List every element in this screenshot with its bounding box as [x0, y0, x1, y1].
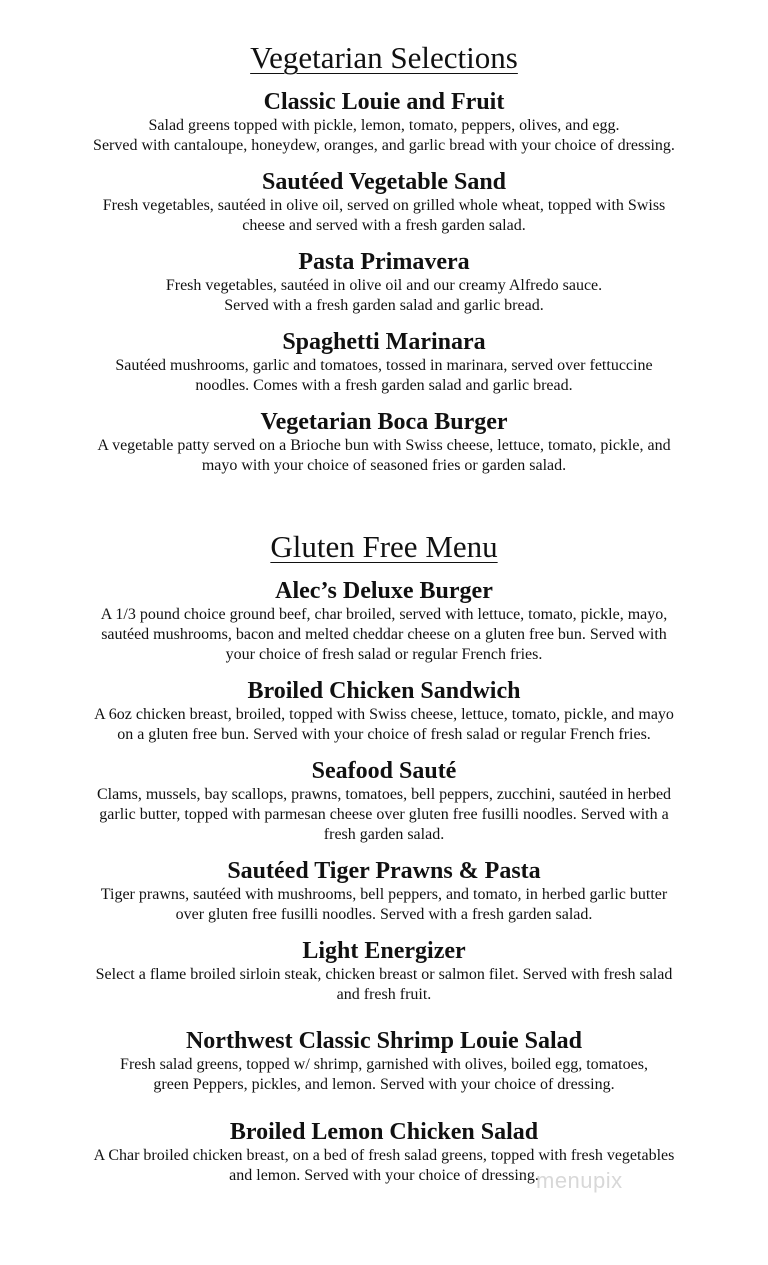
menu-item-name: Spaghetti Marinara — [282, 329, 486, 355]
menu-item-description — [40, 605, 728, 665]
description-line: over gluten free fusilli noodles. Served with a fresh garden salad. — [175, 906, 593, 923]
menu-item-broiled-lemon-chicken-salad — [40, 1118, 728, 1186]
menu-item-name: Sautéed Tiger Prawns & Pasta — [227, 858, 541, 884]
description-line: Tiger prawns, sautéed with mushrooms, bell peppers, and tomato, in herbed garlic butter — [100, 886, 668, 903]
description-line: garlic butter, topped with parmesan cheese over gluten free fusilli noodles. Served with a — [99, 806, 669, 823]
description-line: A Char broiled chicken breast, on a bed of fresh salad greens, topped with fresh vegetables — [93, 1147, 675, 1164]
description-line: noodles. Comes with a fresh garden salad and garlic bread. — [195, 377, 573, 394]
description-line: green Peppers, pickles, and lemon. Served with your choice of dressing. — [153, 1076, 615, 1093]
menu-item-description — [40, 785, 728, 845]
description-line: on a gluten free bun. Served with your choice of fresh salad or regular French fries. — [117, 726, 651, 743]
menu-item-description — [40, 705, 728, 745]
menu-item-description — [40, 885, 728, 925]
menu-item-sauteed-tiger-prawns — [40, 857, 728, 925]
menu-item-name: Light Energizer — [302, 938, 466, 964]
menu-item-name: Broiled Chicken Sandwich — [247, 678, 521, 704]
menu-item-description — [40, 276, 728, 316]
menupix-watermark: menupix — [536, 1168, 623, 1193]
description-line: Salad greens topped with pickle, lemon, tomato, peppers, olives, and egg. — [148, 117, 620, 134]
menu-item-description — [40, 1146, 728, 1186]
description-line: Served with cantaloupe, honeydew, oranges, and garlic bread with your choice of dressing. — [93, 137, 675, 154]
description-line: your choice of fresh salad or regular French fries. — [225, 646, 543, 663]
menu-item-seafood-saute — [40, 757, 728, 845]
description-line: Served with a fresh garden salad and garlic bread. — [224, 297, 544, 314]
menu-item-description — [40, 436, 728, 476]
description-line: sautéed mushrooms, bacon and melted cheddar cheese on a gluten free bun. Served with — [101, 626, 667, 643]
description-line: Clams, mussels, bay scallops, prawns, tomatoes, bell peppers, zucchini, sautéed in herbed — [96, 786, 672, 803]
gluten-free-section-title: Gluten Free Menu — [270, 529, 498, 564]
menu-item-light-energizer — [40, 937, 728, 1005]
menu-item-vegetarian-boca-burger — [40, 408, 728, 476]
menu-item-description — [40, 356, 728, 396]
menu-item-name: Northwest Classic Shrimp Louie Salad — [185, 1028, 583, 1054]
menu-item-northwest-shrimp-louie — [40, 1027, 728, 1095]
description-line: Sautéed mushrooms, garlic and tomatoes, tossed in marinara, served over fettuccine — [115, 357, 653, 374]
description-line: Select a flame broiled sirloin steak, chicken breast or salmon filet. Served with fresh salad — [95, 966, 673, 983]
description-line: A 1/3 pound choice ground beef, char broiled, served with lettuce, tomato, pickle, mayo, — [100, 606, 668, 623]
menu-item-broiled-chicken-sandwich — [40, 677, 728, 745]
description-line: Fresh salad greens, topped w/ shrimp, garnished with olives, boiled egg, tomatoes, — [120, 1056, 648, 1073]
menu-item-name: Seafood Sauté — [311, 758, 457, 784]
description-line: fresh garden salad. — [323, 826, 445, 843]
description-line: and lemon. Served with your choice of dressing. — [229, 1167, 539, 1184]
menu-item-description — [40, 116, 728, 156]
menu-item-name: Alec’s Deluxe Burger — [275, 578, 493, 604]
menu-item-description — [40, 196, 728, 236]
menu-item-description — [40, 965, 728, 1005]
description-line: mayo with your choice of seasoned fries or garden salad. — [201, 457, 567, 474]
menu-item-name: Sautéed Vegetable Sand — [261, 169, 507, 195]
vegetarian-section-title: Vegetarian Selections — [250, 40, 518, 75]
menu-item-classic-louie — [40, 88, 728, 156]
menu-item-spaghetti-marinara — [40, 328, 728, 396]
menu-item-name: Classic Louie and Fruit — [263, 89, 505, 115]
menu-item-name: Broiled Lemon Chicken Salad — [229, 1119, 539, 1145]
description-line: A 6oz chicken breast, broiled, topped with Swiss cheese, lettuce, tomato, pickle, and mayo — [94, 706, 674, 723]
menu-item-name: Vegetarian Boca Burger — [260, 409, 508, 435]
menu-item-sauteed-vegetable-sand — [40, 168, 728, 236]
menu-item-name: Pasta Primavera — [298, 249, 470, 275]
description-line: Fresh vegetables, sautéed in olive oil, served on grilled whole wheat, topped with Swiss — [102, 197, 666, 214]
description-line: Fresh vegetables, sautéed in olive oil and our creamy Alfredo sauce. — [165, 277, 603, 294]
description-line: A vegetable patty served on a Brioche bun with Swiss cheese, lettuce, tomato, pickle, and — [97, 437, 671, 454]
description-line: cheese and served with a fresh garden salad. — [242, 217, 526, 234]
description-line: and fresh fruit. — [336, 986, 432, 1003]
menu-item-alecs-deluxe-burger — [40, 577, 728, 665]
menu-item-description — [40, 1055, 728, 1095]
menu-item-pasta-primavera — [40, 248, 728, 316]
